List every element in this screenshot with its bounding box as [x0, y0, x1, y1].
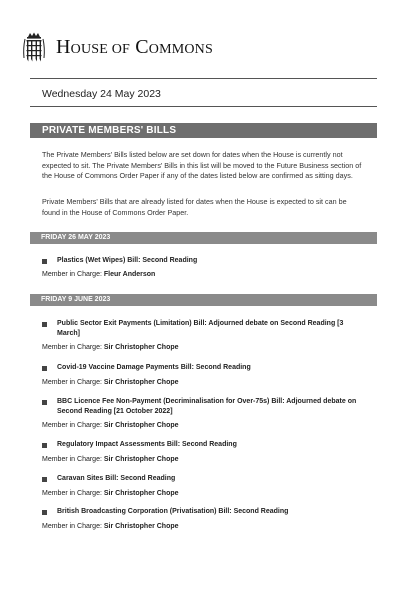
bill-title: Regulatory Impact Assessments Bill: Second Reading	[57, 441, 237, 448]
bullet-icon	[42, 510, 47, 515]
bill-item	[42, 256, 362, 266]
bill-item	[42, 440, 362, 450]
bill-title: British Broadcasting Corporation (Privatisation) Bill: Second Reading	[57, 508, 289, 515]
member-in-charge: Member in Charge: Sir Christopher Chope	[42, 456, 179, 463]
bill-item	[42, 319, 362, 339]
header	[22, 30, 213, 64]
bill-item	[42, 397, 362, 417]
bill-title: BBC Licence Fee Non-Payment (Decriminalisation for Over-75s) Bill: Adjourned debate on Second Reading [21 October 2022]	[57, 398, 357, 415]
member-in-charge: Member in Charge: Sir Christopher Chope	[42, 379, 179, 386]
bullet-icon	[42, 366, 47, 371]
intro-paragraph-2: Private Members' Bills that are already listed for dates when the House is expected to sit can be found in the House of Commons Order Paper.	[42, 197, 347, 217]
member-in-charge: Member in Charge: Sir Christopher Chope	[42, 422, 179, 429]
member-in-charge: Member in Charge: Sir Christopher Chope	[42, 523, 179, 530]
bill-title: Covid-19 Vaccine Damage Payments Bill: Second Reading	[57, 364, 251, 371]
document-date: Wednesday 24 May 2023	[42, 88, 161, 100]
section-title: PRIVATE MEMBERS' BILLS	[30, 123, 377, 138]
bill-title: Caravan Sites Bill: Second Reading	[57, 475, 176, 482]
bill-title: Public Sector Exit Payments (Limitation) Bill: Adjourned debate on Second Reading [3 March]	[57, 320, 344, 337]
member-in-charge: Member in Charge: Sir Christopher Chope	[42, 490, 179, 497]
org-name: HOUSE OF COMMONS	[56, 35, 213, 58]
bill-item	[42, 363, 362, 373]
bullet-icon	[42, 322, 47, 327]
day-heading-2: FRIDAY 9 JUNE 2023	[30, 294, 377, 306]
bullet-icon	[42, 400, 47, 405]
header-rule	[30, 78, 377, 79]
bill-item	[42, 507, 362, 517]
bill-title: Plastics (Wet Wipes) Bill: Second Reading	[57, 257, 198, 264]
day-heading-1: FRIDAY 26 MAY 2023	[30, 232, 377, 244]
bullet-icon	[42, 443, 47, 448]
bullet-icon	[42, 259, 47, 264]
portcullis-icon	[22, 32, 46, 62]
member-in-charge: Member in Charge: Sir Christopher Chope	[42, 344, 179, 351]
member-in-charge: Member in Charge: Fleur Anderson	[42, 271, 156, 278]
intro-paragraph-1: The Private Members' Bills listed below are set down for dates when the House is currently not expected to sit. The Private Members' Bills in this list will be moved to the Future Business section of the House of Commons Order Paper if any of the dates listed below are confirmed as sitting days.	[42, 150, 362, 180]
bill-item	[42, 474, 362, 484]
bullet-icon	[42, 477, 47, 482]
date-rule	[30, 106, 377, 107]
